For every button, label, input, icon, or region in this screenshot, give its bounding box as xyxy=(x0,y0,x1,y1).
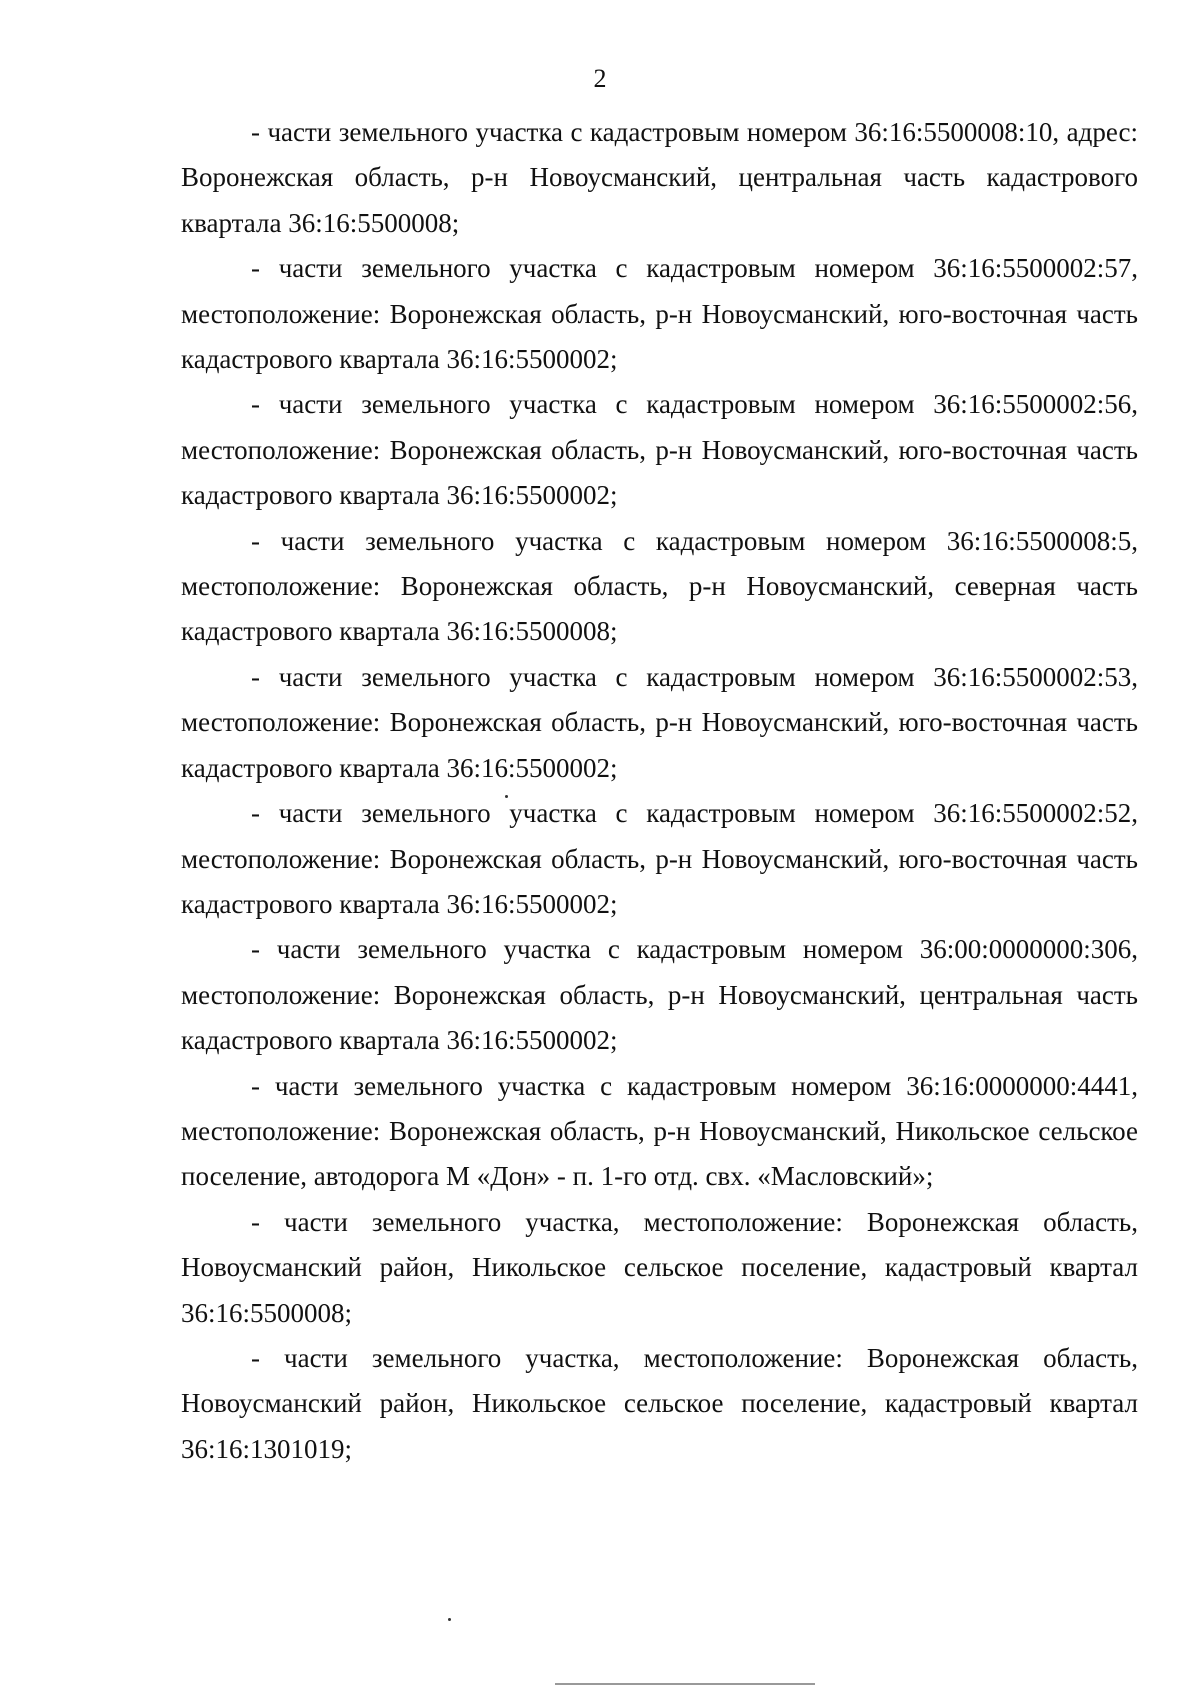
list-item: - части земельного участка с кадастровым номером 36:16:5500002:56, местоположение: Воронежская область, р-н Новоусманский, юго-восточная часть кадастрового квартала 36:16:5500002; xyxy=(181,389,1138,511)
scan-edge-line xyxy=(555,1683,815,1685)
scan-speck xyxy=(448,1618,451,1621)
list-item: - части земельного участка с кадастровым номером 36:16:5500002:57, местоположение: Воронежская область, р-н Новоусманский, юго-восточная часть кадастрового квартала 36:16:5500002; xyxy=(181,253,1138,375)
list-item: - части земельного участка с кадастровым номером 36:16:0000000:4441, местоположение: Воронежская область, р-н Новоусманский, Никольское сельское поселение, автодорога М «Дон» - п. 1-го отд. свх. «Масловский»; xyxy=(181,1070,1138,1192)
list-item: - части земельного участка с кадастровым номером 36:16:5500002:53, местоположение: Воронежская область, р-н Новоусманский, юго-восточная часть кадастрового квартала 36:16:5500002; xyxy=(181,661,1138,783)
list-item: - части земельного участка с кадастровым номером 36:16:5500008:5, местоположение: Воронежская область, р-н Новоусманский, северная часть кадастрового квартала 36:16:5500008; xyxy=(181,525,1138,647)
list-item: - части земельного участка с кадастровым номером 36:00:0000000:306, местоположение: Воронежская область, р-н Новоусманский, центральная часть кадастрового квартала 36:16:5500002; xyxy=(181,934,1138,1056)
list-item: - части земельного участка, местоположение: Воронежская область, Новоусманский район, Никольское сельское поселение, кадастровый квартал 36:16:5500008; xyxy=(181,1206,1138,1328)
list-item: - части земельного участка, местоположение: Воронежская область, Новоусманский район, Никольское сельское поселение, кадастровый квартал 36:16:1301019; xyxy=(181,1342,1138,1464)
page-number: 2 xyxy=(593,64,607,93)
scan-speck xyxy=(505,795,508,798)
list-item: - части земельного участка с кадастровым номером 36:16:5500002:52, местоположение: Воронежская область, р-н Новоусманский, юго-восточная часть кадастрового квартала 36:16:5500002; xyxy=(181,798,1138,919)
document-body xyxy=(181,110,1138,1472)
list-item: - части земельного участка с кадастровым номером 36:16:5500008:10, адрес: Воронежская область, р-н Новоусманский, центральная часть кадастрового квартала 36:16:5500008; xyxy=(181,117,1138,238)
